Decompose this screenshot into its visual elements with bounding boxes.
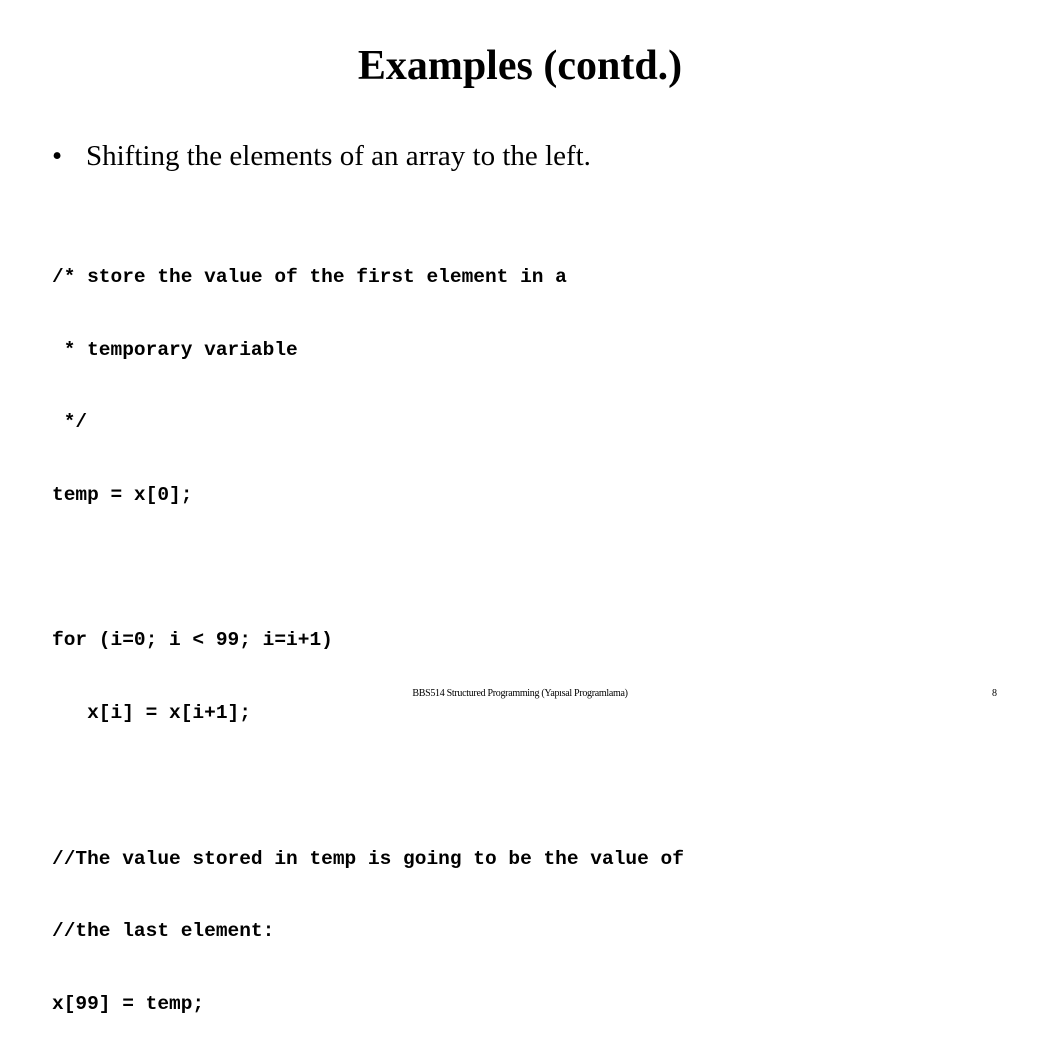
slide-footer: BBS514 Structured Programming (Yapısal Programlama) [412, 688, 628, 699]
code-line: //the last element: [52, 920, 275, 943]
slide-title: Examples (contd.) [357, 43, 683, 89]
bullet-text: Shifting the elements of an array to the left. [86, 140, 591, 172]
code-line: for (i=0; i < 99; i=i+1) [52, 629, 333, 652]
code-gap [52, 772, 684, 801]
code-line: * temporary variable [52, 338, 298, 361]
bullet-icon: • [52, 140, 63, 172]
code-line: x[99] = temp; [52, 992, 205, 1015]
code-line: //The value stored in temp is going to be the value of [52, 847, 684, 870]
code-line: x[i] = x[i+1]; [52, 702, 251, 725]
code-line: temp = x[0]; [52, 484, 193, 507]
code-line: */ [52, 411, 88, 434]
code-line: /* store the value of the first element in a [52, 266, 567, 288]
code-block [52, 219, 684, 1063]
code-gap [52, 554, 684, 583]
bullet-point [52, 136, 591, 176]
page-number: 8 [992, 688, 997, 699]
